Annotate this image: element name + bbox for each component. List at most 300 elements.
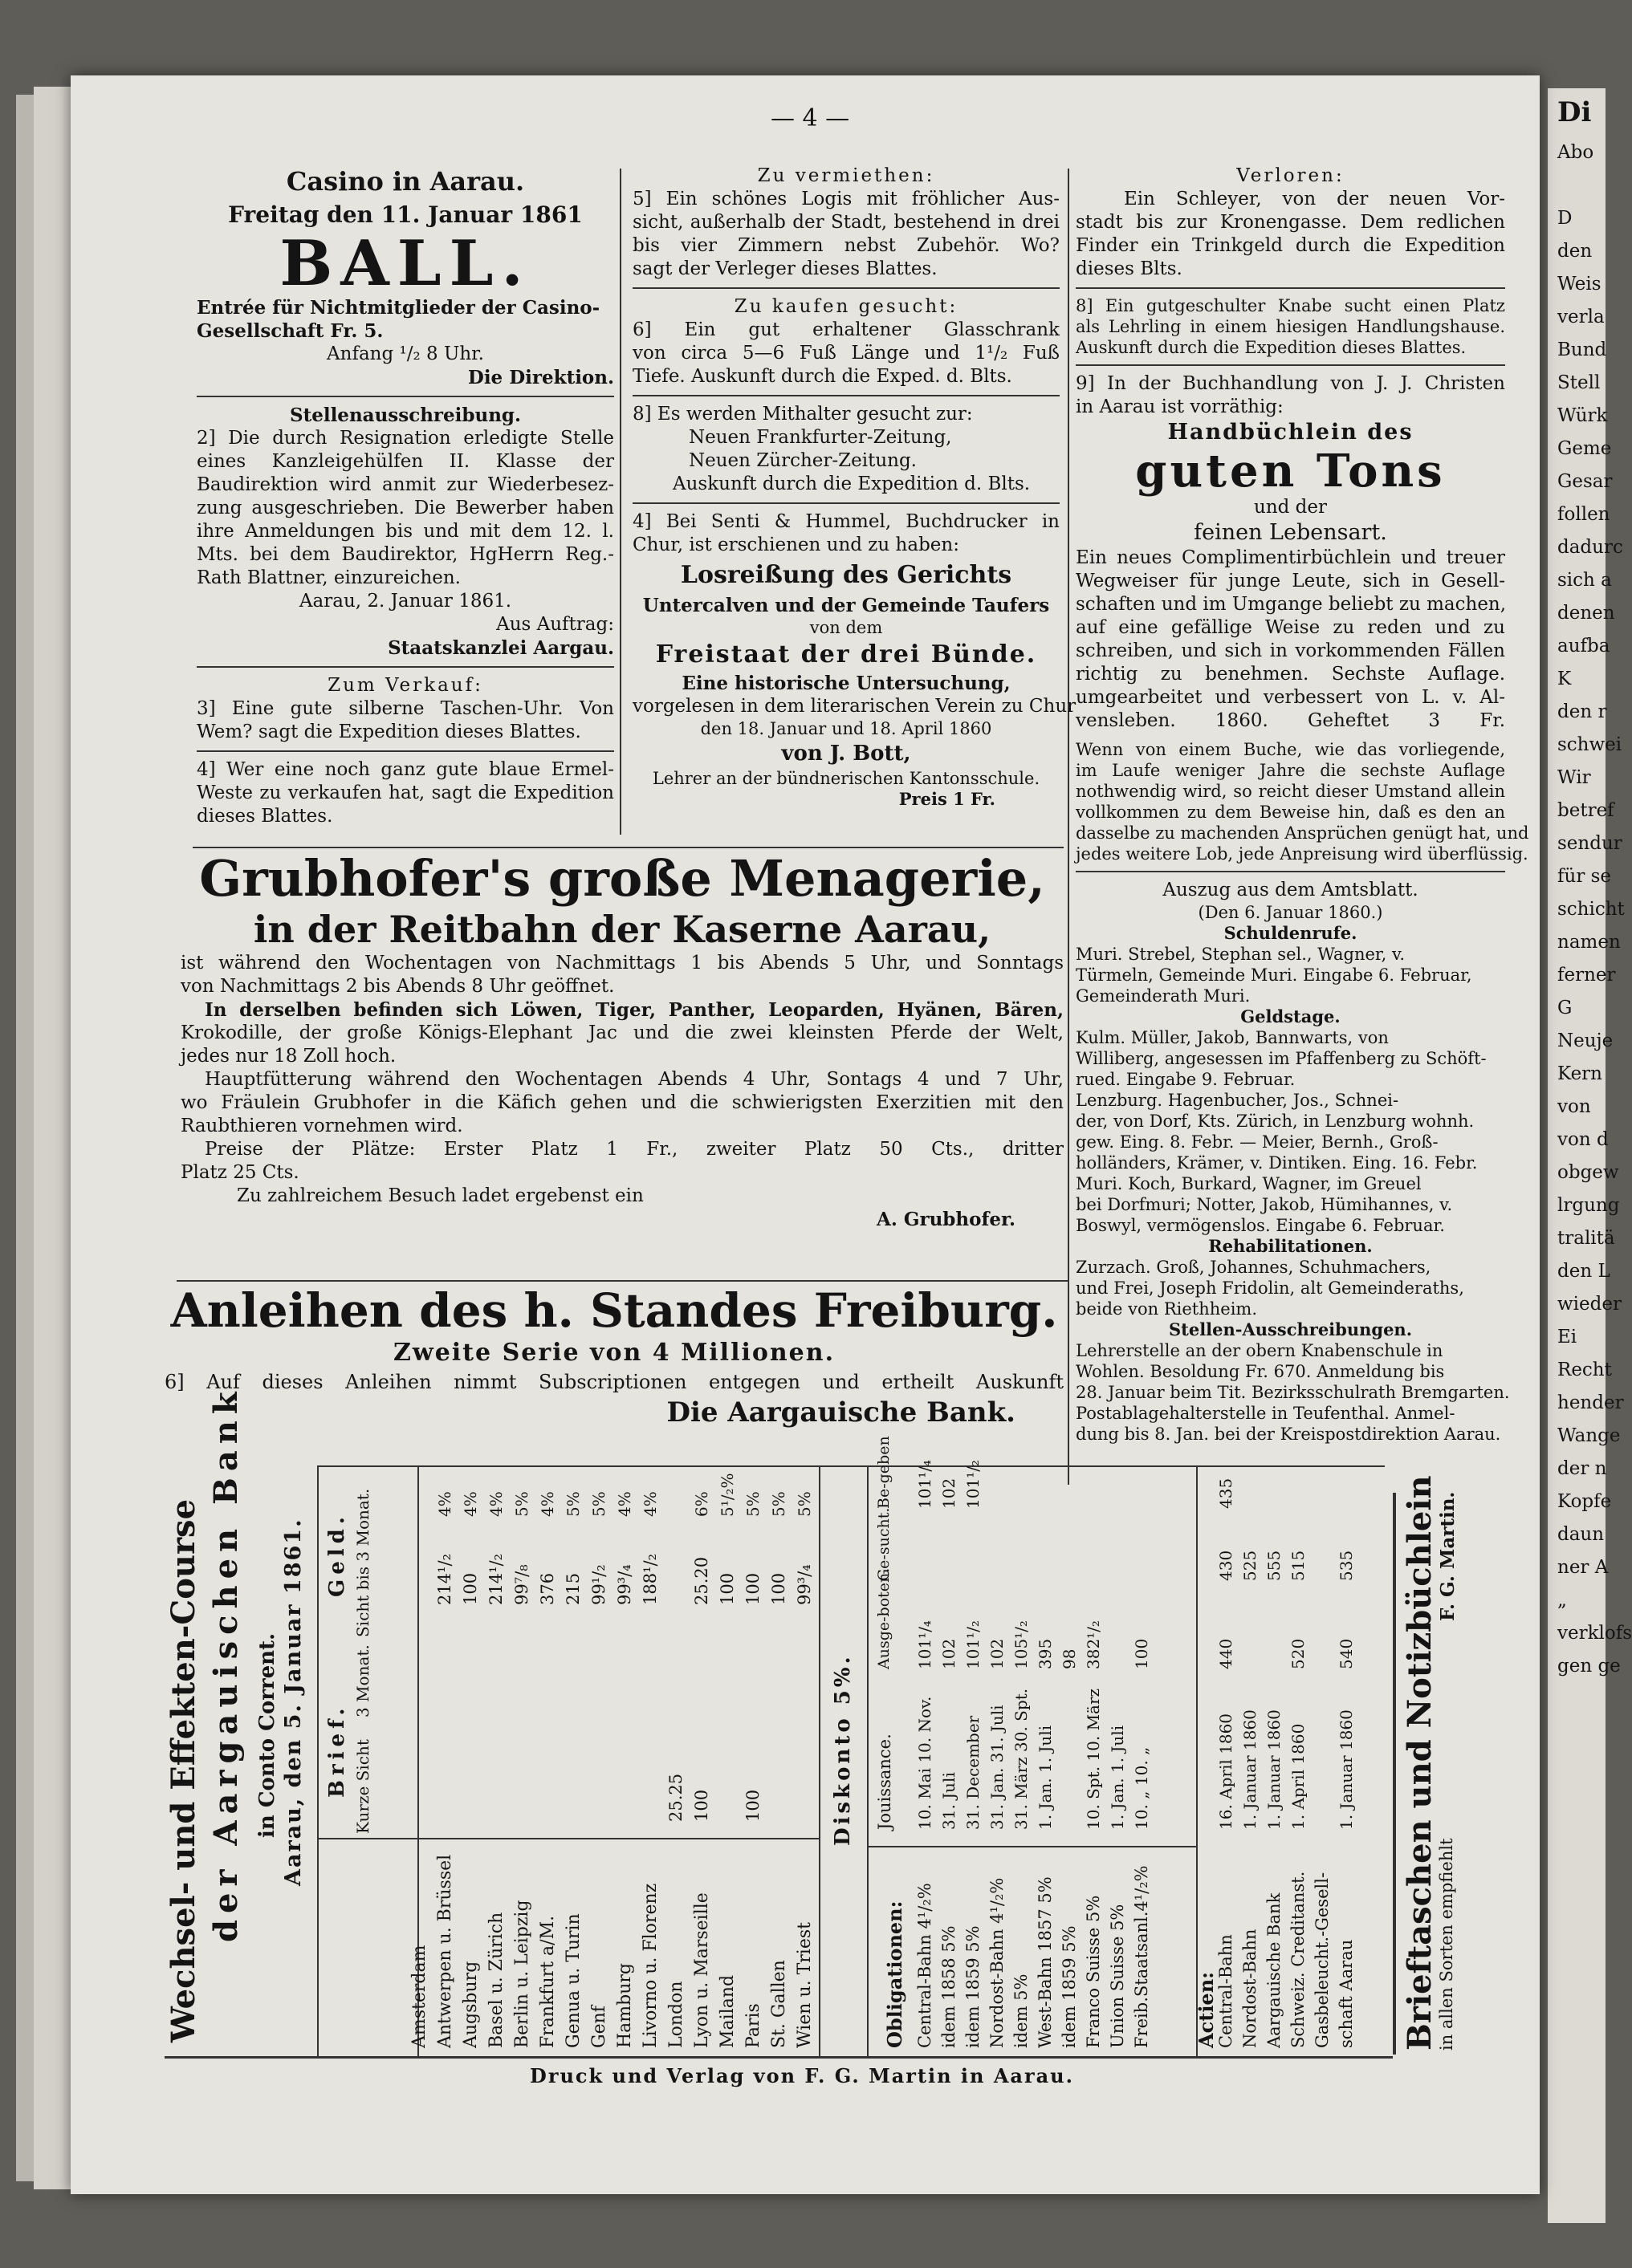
- amtsblatt-line: Postablagehalterstelle in Teufenthal. Anmel-: [1076, 1404, 1455, 1423]
- amtsblatt-line: beide von Riethheim.: [1076, 1299, 1258, 1319]
- right-page-line: wieder: [1557, 1294, 1622, 1315]
- brieftaschen-sign: F. G. Martin.: [1437, 1491, 1459, 1621]
- brieftaschen-sub: in allen Sorten empfiehlt: [1437, 1838, 1456, 2051]
- ausgeboten-value: 102: [987, 1638, 1007, 1669]
- actien-gesucht: 430: [1216, 1550, 1235, 1581]
- christen-body: umgearbeitet und verbessert von L. v. Al-: [1076, 687, 1505, 708]
- right-page-line: Wange: [1557, 1425, 1621, 1446]
- amtsblatt-line: Türmeln, Gemeinde Muri. Eingabe 6. Februar,: [1076, 965, 1472, 985]
- place-label: Basel u. Zürich: [486, 1912, 507, 2048]
- kaufen-title: Zu kaufen gesucht:: [734, 296, 958, 317]
- place-label: Livorno u. Florenz: [641, 1883, 661, 2048]
- christen-line: in Aarau ist vorräthig:: [1076, 396, 1284, 417]
- verloren-line: Ein Schleyer, von der neuen Vor-: [1124, 189, 1505, 209]
- place-label: Frankfurt a/M.: [538, 1915, 558, 2048]
- place-label: Wien u. Triest: [795, 1922, 815, 2048]
- jouissance-value: 10. „ 10. „: [1132, 1746, 1151, 1830]
- jouissance-value: 31. Jan. 31. Juli: [987, 1705, 1007, 1830]
- jouissance-value: 31. December: [963, 1715, 983, 1830]
- table-subtitle: in Conto Corrent.: [255, 1632, 279, 1838]
- stellen-line: eines Kanzleigehülfen II. Klasse der: [197, 451, 614, 472]
- guten-tons-heading: guten Tons: [1135, 445, 1446, 498]
- right-page-line: namen: [1557, 932, 1621, 953]
- mithalter-line: Auskunft durch die Expedition d. Blts.: [673, 474, 1031, 494]
- place-label: Hamburg: [615, 1962, 635, 2048]
- obligation-label: Central-Bahn 4¹/₂%: [915, 1883, 934, 2048]
- column-left: [197, 165, 614, 828]
- geld-percent: 4%: [486, 1491, 506, 1517]
- table-title: Wechsel- und Effekten-Course: [165, 1498, 202, 2042]
- geld-percent: 5%: [512, 1491, 531, 1517]
- geld-percent: 5%: [769, 1491, 788, 1517]
- amtsblatt-line: Lehrerstelle an der obern Knabenschule in: [1076, 1341, 1443, 1360]
- jouissance-value: 1. Jan. 1. Juli: [1036, 1725, 1055, 1830]
- menagerie-line: jedes nur 18 Zoll hoch.: [181, 1046, 397, 1067]
- brieftaschen-title: Brieftaschen und Notizbüchlein: [1401, 1475, 1439, 2051]
- geld-value: 100: [718, 1572, 737, 1605]
- column-right: [1076, 165, 1529, 1445]
- right-page-line: lrgung: [1557, 1195, 1620, 1216]
- verkauf-line: 3] Eine gute silberne Taschen-Uhr. Von: [197, 698, 614, 719]
- place-label: St. Gallen: [769, 1960, 789, 2048]
- place-label: Antwerpen u. Brüssel: [435, 1854, 455, 2048]
- table-bottom-rule: [165, 2056, 1393, 2059]
- actien-jouissance: 16. April 1860: [1216, 1713, 1235, 1830]
- right-page-line: gen ge: [1557, 1656, 1621, 1677]
- table-rule: [1196, 1465, 1198, 2056]
- right-page-fragment: [1548, 88, 1632, 2223]
- right-page-line: Gesar: [1557, 471, 1613, 492]
- right-page-line: schicht: [1557, 899, 1625, 920]
- geld-header: Geld.: [325, 1512, 349, 1597]
- right-page-line: von d: [1557, 1129, 1609, 1150]
- geld-value: 214¹/₂: [435, 1554, 454, 1605]
- right-page-line: von: [1557, 1096, 1591, 1117]
- actien-label: schaft Aarau: [1337, 1939, 1356, 2048]
- geld-percent: 4%: [641, 1491, 660, 1517]
- right-page-line: Recht: [1557, 1360, 1612, 1380]
- rule-above-menagerie: [193, 847, 1064, 848]
- amtsblatt-line: Zurzach. Groß, Johannes, Schuhmachers,: [1076, 1258, 1431, 1277]
- menagerie-line: von Nachmittags 2 bis Abends 8 Uhr geöffnet.: [181, 976, 615, 997]
- christen-body: auf eine gefällige Weise zu reden und zu: [1076, 617, 1505, 638]
- buch-title-3: Freistaat der drei Bünde.: [655, 640, 1037, 669]
- right-page-line: ner A: [1557, 1557, 1609, 1578]
- stellen-line: 2] Die durch Resignation erledigte Stelle: [197, 428, 614, 449]
- amtsblatt-line: Williberg, angesessen im Pfaffenberg zu Schöft-: [1076, 1049, 1487, 1068]
- anleihen-title: Anleihen des h. Standes Freiburg.: [170, 1283, 1058, 1338]
- jouissance-value: 1. Jan. 1. Juli: [1108, 1725, 1127, 1830]
- table-rule: [819, 1465, 820, 2056]
- knabe-line: als Lehrling in einem hiesigen Handlungshause.: [1076, 317, 1505, 336]
- vermiethen-line: sagt der Verleger dieses Blattes.: [633, 258, 938, 279]
- amtsblatt-line: dung bis 8. Jan. bei der Kreispostdirektion Aarau.: [1076, 1425, 1501, 1444]
- rule-above-anleihen: [177, 1280, 1068, 1282]
- place-label: Berlin u. Leipzig: [512, 1900, 532, 2048]
- right-page-line: betref: [1557, 800, 1614, 821]
- christen-small: nothwendig wird, so reicht dieser Umstand allein: [1076, 782, 1505, 801]
- sicht-bis-header: Sicht bis 3 Monat.: [353, 1488, 372, 1637]
- amtsblatt-line: holländers, Krämer, v. Dintiken. Eing. 16. Febr.: [1076, 1153, 1478, 1173]
- geld-percent: 4%: [435, 1491, 454, 1517]
- christen-body: richtig zu benehmen. Sechste Auflage.: [1076, 664, 1505, 685]
- jouissance-header: Jouissance.: [875, 1734, 894, 1830]
- column-rule-2: [1068, 169, 1069, 1485]
- actien-ausgeboten: 520: [1288, 1638, 1308, 1669]
- menagerie-line: Raubthieren vornehmen wird.: [181, 1116, 463, 1136]
- begeben-value: 101¹/₂: [963, 1460, 983, 1509]
- vermiethen-line: 5] Ein schönes Logis mit fröhlicher Aus-: [633, 189, 1060, 209]
- anleihen-line: 6] Auf dieses Anleihen nimmt Subscriptionen entgegen und ertheilt Auskunft: [165, 1371, 1064, 1393]
- geld-value: 99³/₄: [615, 1564, 634, 1605]
- place-label: Paris: [743, 2003, 763, 2048]
- amtsblatt-line: Lenzburg. Hagenbucher, Jos., Schnei-: [1076, 1091, 1399, 1110]
- buch-price: Preis 1 Fr.: [898, 789, 995, 809]
- ausgeboten-value: 101¹/₄: [915, 1620, 934, 1669]
- divider: [633, 287, 1060, 289]
- right-page-line: verklofs: [1557, 1623, 1632, 1644]
- kaufen-line: 6] Ein gut erhaltener Glasschrank: [633, 319, 1060, 340]
- drei-monat-header: 3 Monat.: [353, 1644, 372, 1717]
- anleihen-subtitle: Zweite Serie von 4 Millionen.: [393, 1339, 836, 1367]
- stellen-place: Aarau, 2. Januar 1861.: [299, 591, 512, 612]
- stellen-line: Baudirektion wird anmit zur Wiederbesez-: [197, 474, 614, 495]
- verkauf-line: Wem? sagt die Expedition dieses Blattes.: [197, 721, 581, 742]
- right-page-line: der n: [1557, 1458, 1607, 1479]
- christen-body: vensleben. 1860. Geheftet 3 Fr.: [1076, 710, 1505, 731]
- right-page-line: K: [1557, 669, 1572, 689]
- right-page-line: Stell: [1557, 372, 1601, 393]
- brief-value: 100: [692, 1789, 711, 1822]
- ausgeboten-value: 102: [939, 1638, 958, 1669]
- place-label: Genf: [589, 2006, 609, 2048]
- right-page-line: für se: [1557, 866, 1612, 887]
- anleihen-sign: Die Aargauische Bank.: [666, 1396, 1015, 1429]
- obligation-label: idem 1858 5%: [939, 1925, 958, 2048]
- amtsblatt-section: Geldstage.: [1240, 1006, 1341, 1026]
- stellen-title: Stellenausschreibung.: [289, 404, 522, 426]
- right-page-line: Kern: [1557, 1063, 1602, 1084]
- right-page-line: daun: [1557, 1524, 1605, 1545]
- brief-value: 25.25: [666, 1773, 686, 1822]
- actien-gesucht: 555: [1264, 1550, 1284, 1581]
- ball-heading: BALL.: [279, 227, 531, 300]
- right-page-line: den L: [1557, 1261, 1610, 1282]
- right-page-line: verla: [1557, 307, 1605, 327]
- geld-value: 100: [461, 1572, 480, 1605]
- column-middle: [633, 165, 1076, 810]
- christen-body: Wegweiser für junge Leute, sich in Gesell-: [1076, 571, 1505, 591]
- stellen-sign: Staatskanzlei Aargau.: [388, 637, 614, 659]
- obligation-label: idem 1859 5%: [1060, 1925, 1079, 2048]
- actien-jouissance: 1. Januar 1860: [1337, 1709, 1356, 1830]
- knabe-line: Auskunft durch die Expedition dieses Blattes.: [1076, 338, 1467, 357]
- geld-percent: 4%: [615, 1491, 634, 1517]
- geld-percent: 5%: [564, 1491, 583, 1517]
- amtsblatt-line: rued. Eingabe 9. Februar.: [1076, 1070, 1296, 1089]
- menagerie-ad: [181, 851, 1064, 1231]
- geld-percent: 6%: [692, 1491, 711, 1517]
- actien-jouissance: 1. April 1860: [1288, 1723, 1308, 1830]
- menagerie-sign: A. Grubhofer.: [876, 1209, 1015, 1230]
- right-page-line: Geme: [1557, 438, 1612, 459]
- actien-gesucht: 515: [1288, 1550, 1308, 1581]
- verloren-line: Finder ein Trinkgeld durch die Expedition: [1076, 235, 1505, 256]
- kaufen-line: von circa 5—6 Fuß Länge und 1¹/₂ Fuß: [633, 343, 1060, 364]
- obligation-label: idem 1859 5%: [963, 1925, 983, 2048]
- christen-body: schreiben, und sich in vorkommenden Fällen: [1076, 640, 1505, 661]
- column-rule-1: [620, 169, 621, 835]
- stellen-line: Mts. bei dem Baudirektor, HgHerrn Reg.-: [197, 544, 614, 565]
- right-page-line: ferner: [1557, 965, 1616, 986]
- amtsblatt-line: bei Dorfmuri; Notter, Jakob, Hümihannes, v.: [1076, 1195, 1453, 1214]
- geld-value: 100: [743, 1572, 763, 1605]
- right-page-line: Weis: [1557, 274, 1601, 295]
- casino-sign: Die Direktion.: [467, 367, 614, 388]
- verloren-title: Verloren:: [1236, 165, 1345, 186]
- jouissance-value: 31. März 30. Spt.: [1011, 1688, 1031, 1830]
- geld-value: 100: [769, 1572, 788, 1605]
- actien-ausgeboten: 540: [1337, 1638, 1356, 1669]
- kurze-sicht-header: Kurze Sicht: [353, 1739, 372, 1834]
- ausgeboten-value: 98: [1060, 1648, 1079, 1669]
- amtsblatt-line: Muri. Strebel, Stephan sel., Wagner, v.: [1076, 945, 1406, 964]
- geld-value: 376: [538, 1572, 557, 1605]
- ausgeboten-value: 100: [1132, 1638, 1151, 1669]
- right-page-line: G: [1557, 998, 1573, 1018]
- place-label: Mailand: [718, 1974, 738, 2048]
- ausgeboten-value: 382¹/₂: [1084, 1620, 1103, 1669]
- amtsblatt-line: Gemeinderath Muri.: [1076, 986, 1251, 1006]
- knabe-line: 8] Ein gutgeschulter Knabe sucht einen Platz: [1076, 296, 1505, 315]
- buch-line: 4] Bei Senti & Hummel, Buchdrucker in: [633, 511, 1060, 532]
- right-page-line: Kopfe: [1557, 1491, 1612, 1512]
- table-rule: [317, 1838, 819, 1839]
- divider: [633, 502, 1060, 504]
- obligation-label: West-Bahn 1857 5%: [1036, 1876, 1055, 2048]
- right-page-line: „: [1557, 1590, 1567, 1611]
- actien-label: Central-Bahn: [1216, 1934, 1235, 2048]
- place-label: London: [666, 1981, 686, 2048]
- brief-header: Brief.: [325, 1703, 349, 1798]
- amtsblatt-title: Auszug aus dem Amtsblatt.: [1162, 880, 1418, 900]
- buch-line: Chur, ist erschienen und zu haben:: [633, 534, 959, 555]
- christen-und-der: und der: [1254, 497, 1327, 518]
- geld-value: 188¹/₂: [641, 1554, 660, 1605]
- amtsblatt-line: gew. Eing. 8. Febr. — Meier, Bernh., Groß-: [1076, 1132, 1439, 1152]
- vermiethen-line: sicht, außerhalb der Stadt, bestehend in drei: [633, 212, 1060, 233]
- geld-value: 215: [564, 1572, 583, 1605]
- geld-value: 99³/₄: [795, 1564, 814, 1605]
- right-page-line: den: [1557, 241, 1593, 262]
- table-date: Aarau, den 5. Januar 1861.: [281, 1518, 306, 1886]
- diskonto-label: Diskonto 5%.: [831, 1653, 855, 1846]
- geld-value: 25.20: [692, 1556, 711, 1605]
- stellen-line: ihre Anmeldungen bis und mit dem 12. l.: [197, 521, 614, 542]
- table-title: der Aargauischen Bank: [207, 1385, 245, 1942]
- menagerie-subtitle: in der Reitbahn der Kaserne Aarau,: [253, 908, 991, 951]
- christen-body: schaften und im Umgange beliebt zu machen,: [1076, 594, 1507, 615]
- actien-label: Aargauische Bank: [1264, 1892, 1284, 2048]
- place-label: Lyon u. Marseille: [692, 1892, 712, 2048]
- right-page-line: dadurc: [1557, 537, 1623, 558]
- mithalter-line: 8] Es werden Mithalter gesucht zur:: [633, 404, 973, 425]
- right-page-line: Wir: [1557, 767, 1591, 788]
- divider: [197, 666, 614, 668]
- christen-small: im Laufe weniger Jahre die sechste Auflage: [1076, 761, 1505, 780]
- amtsblatt-line: Muri. Koch, Burkard, Wagner, im Greuel: [1076, 1174, 1422, 1193]
- right-page-line: Abo: [1557, 142, 1594, 163]
- menagerie-line: Platz 25 Cts.: [181, 1162, 299, 1183]
- actien-label: Gasbeleucht.-Gesell-: [1313, 1872, 1332, 2048]
- menagerie-line: Krokodille, der große Königs-Elephant Jac und die zwei kleinsten Pferde der Welt,: [181, 1022, 1064, 1043]
- table-top-rule: [317, 1465, 1385, 1467]
- menagerie-line: ist während den Wochentagen von Nachmittags 1 bis Abends 5 Uhr, und Sonntags: [181, 953, 1064, 973]
- right-page-line: Neuje: [1557, 1030, 1614, 1051]
- actien-label: Schweiz. Creditanst.: [1288, 1871, 1308, 2048]
- right-page-line: Würk: [1557, 405, 1608, 426]
- menagerie-line: Preise der Plätze: Erster Platz 1 Fr., zweiter Platz 50 Cts., dritter: [205, 1139, 1064, 1160]
- obligationen-header: Obligationen:: [883, 1900, 906, 2048]
- vermiethen-title: Zu vermiethen:: [757, 165, 935, 186]
- amtsblatt-date: (Den 6. Januar 1860.): [1198, 903, 1383, 922]
- stellen-line: Rath Blattner, einzureichen.: [197, 567, 461, 588]
- buch-title-1: Losreißung des Gerichts: [680, 561, 1012, 589]
- right-page-line: denen: [1557, 603, 1615, 624]
- stellen-line: zung ausgeschrieben. Die Bewerber haben: [197, 498, 614, 518]
- geld-percent: 5¹/₂%: [718, 1473, 737, 1517]
- menagerie-line: Zu zahlreichem Besuch ladet ergebenst ein: [237, 1185, 644, 1206]
- actien-jouissance: 1. Januar 1860: [1264, 1709, 1284, 1830]
- gesucht-header: Ge-sucht.: [875, 1507, 893, 1581]
- table-rule: [867, 1465, 869, 2056]
- right-page-line: aufba: [1557, 636, 1610, 656]
- christen-small: dasselbe zu machenden Ansprüchen genügt hat, und: [1076, 823, 1529, 843]
- amtsblatt-section: Stellen-Ausschreibungen.: [1168, 1319, 1413, 1339]
- divider: [1076, 871, 1505, 872]
- right-page-line: follen: [1557, 504, 1610, 525]
- jouissance-value: 10. Spt. 10. März: [1084, 1688, 1103, 1830]
- stellen-auftrag: Aus Auftrag:: [496, 614, 614, 635]
- table-rule: [1393, 1493, 1396, 2055]
- ausgeboten-value: 105¹/₂: [1011, 1620, 1031, 1669]
- weste-line: dieses Blattes.: [197, 806, 333, 827]
- casino-title: Casino in Aarau.: [286, 166, 525, 197]
- christen-small: jedes weitere Lob, jede Anpreisung wird überflüssig.: [1076, 844, 1528, 864]
- mithalter-line: Neuen Zürcher-Zeitung.: [689, 450, 917, 471]
- right-page-heading: Di: [1557, 96, 1592, 128]
- right-page-line: hender: [1557, 1392, 1624, 1413]
- actien-begeben: 435: [1216, 1477, 1235, 1509]
- begeben-value: 101¹/₄: [915, 1460, 934, 1509]
- actien-gesucht: 535: [1337, 1550, 1356, 1581]
- place-label: Genua u. Turin: [564, 1913, 584, 2048]
- right-page-line: sich a: [1557, 570, 1612, 591]
- christen-body: Ein neues Complimentirbüchlein und treuer: [1076, 547, 1505, 568]
- geld-value: 99¹/₂: [589, 1564, 608, 1605]
- mithalter-line: Neuen Frankfurter-Zeitung,: [689, 427, 952, 448]
- divider: [1076, 287, 1505, 289]
- right-page-line: schwei: [1557, 734, 1622, 755]
- menagerie-line: Hauptfütterung während den Wochentagen Abends 4 Uhr, Sontags 4 und 7 Uhr,: [205, 1069, 1064, 1090]
- amtsblatt-section: Rehabilitationen.: [1208, 1236, 1373, 1256]
- ausgeboten-value: 101¹/₂: [963, 1620, 983, 1669]
- geld-percent: 4%: [461, 1491, 480, 1517]
- amtsblatt-line: der, von Dorf, Kts. Zürich, in Lenzburg wohnh.: [1076, 1112, 1475, 1131]
- obligation-label: Union Suisse 5%: [1108, 1904, 1127, 2048]
- buch-sub-1: Eine historische Untersuchung,: [682, 673, 1011, 694]
- actien-header: Actien:: [1194, 1971, 1218, 2048]
- menagerie-line: In derselben befinden sich Löwen, Tiger, Panther, Leoparden, Hyänen, Bären,: [205, 999, 1064, 1021]
- divider: [197, 396, 614, 397]
- verkauf-title: Zum Verkauf:: [328, 675, 483, 696]
- verloren-line: stadt bis zur Kronengasse. Dem redlichen: [1076, 212, 1505, 233]
- christen-small: vollkommen zu dem Beweise hin, daß es den an: [1076, 803, 1505, 822]
- imprint-footer: Druck und Verlag von F. G. Martin in Aarau.: [530, 2064, 1074, 2087]
- amtsblatt-line: Wohlen. Besoldung Fr. 670. Anmeldung bis: [1076, 1362, 1445, 1381]
- buch-von-dem: von dem: [809, 618, 883, 637]
- obligation-label: Franco Suisse 5%: [1084, 1895, 1103, 2048]
- table-rule: [867, 1846, 1196, 1847]
- verloren-line: dieses Blts.: [1076, 258, 1182, 279]
- ausgeboten-header: Ausge-boten.: [875, 1567, 893, 1669]
- buch-author: von J. Bott,: [781, 742, 911, 766]
- christen-small: Wenn von einem Buche, wie das vorliegende,: [1076, 740, 1505, 759]
- right-page-line: sendur: [1557, 833, 1622, 854]
- casino-date: Freitag den 11. Januar 1861: [228, 201, 583, 228]
- obligation-label: Freib.Staatsanl.4¹/₂%: [1132, 1865, 1151, 2048]
- right-page-line: tralitä: [1557, 1228, 1615, 1249]
- menagerie-title: Grubhofer's große Menagerie,: [199, 849, 1045, 908]
- obligation-label: Nordost-Bahn 4¹/₂%: [987, 1877, 1007, 2048]
- actien-jouissance: 1. Januar 1860: [1240, 1709, 1260, 1830]
- right-page-line: obgew: [1557, 1162, 1619, 1183]
- place-label: Augsburg: [461, 1961, 481, 2048]
- menagerie-line: wo Fräulein Grubhofer in die Käfich gehen und die schwierigsten Exerzitien mit den: [181, 1092, 1064, 1113]
- christen-hand: Handbüchlein des: [1167, 420, 1414, 445]
- geld-value: 99⁷/₈: [512, 1564, 531, 1605]
- jouissance-value: 10. Mai 10. Nov.: [915, 1696, 934, 1830]
- jouissance-value: 31. Juli: [939, 1772, 958, 1830]
- right-page-line: den r: [1557, 701, 1607, 722]
- amtsblatt-section: Schuldenrufe.: [1223, 923, 1357, 943]
- right-page-line: [1548, 169, 1606, 202]
- obligation-label: idem 5%: [1011, 1973, 1031, 2048]
- right-page-line: Ei: [1557, 1327, 1577, 1347]
- amtsblatt-line: und Frei, Joseph Fridolin, alt Gemeinderaths,: [1076, 1278, 1464, 1298]
- actien-ausgeboten: 440: [1216, 1638, 1235, 1669]
- right-page-line: D: [1557, 208, 1573, 229]
- divider: [633, 395, 1060, 396]
- casino-line-3: Anfang ¹/₂ 8 Uhr.: [327, 343, 484, 364]
- weste-line: Weste zu verkaufen hat, sagt die Expedition: [197, 782, 614, 803]
- brief-value: 100: [743, 1789, 763, 1822]
- buch-sub-2: vorgelesen in dem literarischen Verein zu Chur: [633, 696, 1076, 717]
- buch-sub-3: den 18. Januar und 18. April 1860: [700, 719, 992, 738]
- weste-line: 4] Wer eine noch ganz gute blaue Ermel-: [197, 759, 614, 780]
- ausgeboten-value: 395: [1036, 1638, 1055, 1669]
- vermiethen-line: bis vier Zimmern nebst Zubehör. Wo?: [633, 235, 1060, 256]
- christen-line: 9] In der Buchhandlung von J. J. Christen: [1076, 373, 1505, 394]
- amtsblatt-line: Boswyl, vermögenslos. Eingabe 6. Februar.: [1076, 1216, 1445, 1235]
- kaufen-line: Tiefe. Auskunft durch die Exped. d. Blts.: [633, 366, 1012, 387]
- amtsblatt-line: 28. Januar beim Tit. Bezirksschulrath Bremgarten.: [1076, 1383, 1510, 1402]
- geld-value: 214¹/₂: [486, 1554, 506, 1605]
- begeben-header: Be-geben: [875, 1436, 893, 1509]
- table-rule: [317, 1465, 319, 2056]
- geld-percent: 5%: [795, 1491, 814, 1517]
- christen-feinen: feinen Lebensart.: [1194, 520, 1387, 545]
